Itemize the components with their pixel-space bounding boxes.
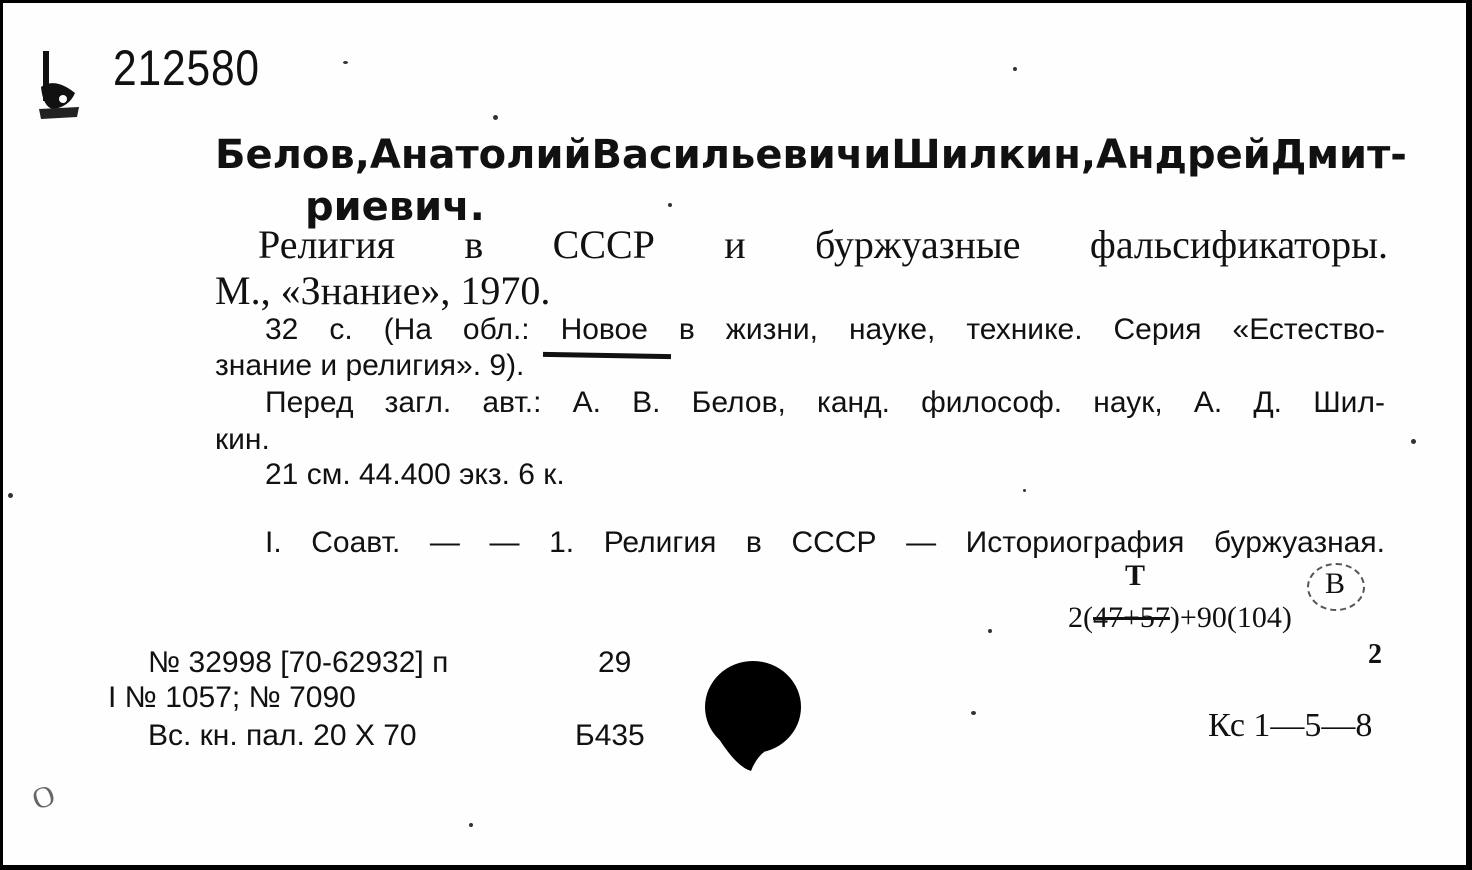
tracing-word: буржуазная. <box>1214 526 1385 559</box>
tracing-word: Историография <box>965 526 1185 559</box>
responsibility-word: наук, <box>1093 386 1163 419</box>
inventory-number: 212580 <box>113 40 260 96</box>
title-line1 <box>258 222 1388 267</box>
responsibility-word: В. <box>632 386 661 419</box>
pagination-word: в <box>678 313 695 346</box>
title-word: и <box>724 222 746 267</box>
class-circle-letter: В <box>1325 567 1346 600</box>
tracing-word: — <box>906 526 937 559</box>
responsibility-word: Перед <box>265 386 354 419</box>
tracing-word: Религия <box>603 526 717 559</box>
title-word: в <box>464 222 484 267</box>
speck-mark <box>1023 489 1026 492</box>
tracing-word: I. <box>265 526 282 559</box>
print-info-line: Вс. кн. пал. 20 Х 70 <box>148 719 417 752</box>
pagination-word: с. <box>329 313 353 346</box>
ink-blot-mark <box>701 655 805 773</box>
author-word: Анатолий <box>369 132 592 178</box>
responsibility-word: авт.: <box>482 386 542 419</box>
speck-mark <box>668 203 672 207</box>
pagination-word: Серия <box>1113 313 1202 346</box>
pen-underline-mark <box>543 352 671 359</box>
responsibility-word: загл. <box>384 386 452 419</box>
responsibility-word: А. <box>572 386 601 419</box>
responsibility-word: философ. <box>921 386 1063 419</box>
speck-mark <box>343 61 348 64</box>
classification-struck-part: 47+57 <box>1093 601 1170 634</box>
class-stamp-letter: Т <box>1125 559 1146 592</box>
speck-mark <box>8 493 13 498</box>
title-word: фальсификаторы. <box>1089 222 1388 267</box>
responsibility-word: Д. <box>1253 386 1283 419</box>
title-word: СССР <box>552 222 655 267</box>
order-count: 29 <box>598 646 632 679</box>
classification-suffix: )+90(104) <box>1169 601 1292 634</box>
pagination-word: технике. <box>966 313 1083 346</box>
physical-description: 21 см. 44.400 экз. 6 к. <box>265 458 565 491</box>
classification-subscript: 2 <box>1368 639 1382 670</box>
imprint-line: М., «Знание», 1970. <box>215 268 551 313</box>
pagination-word: жизни, <box>725 313 818 346</box>
library-stamp-mark <box>35 47 91 121</box>
pagination-series-line2: знание и религия». 9). <box>215 349 525 382</box>
pagination-word: «Естество- <box>1232 313 1385 346</box>
tracing-word: 1. <box>549 526 575 559</box>
speck-mark <box>1411 439 1416 444</box>
pagination-series-line1 <box>265 315 1385 345</box>
title-word: буржуазные <box>815 222 1021 267</box>
tracings-line <box>265 528 1385 558</box>
pagination-word: науке, <box>848 313 936 346</box>
speck-mark <box>971 711 976 715</box>
copy-number-line: I № 1057; № 7090 <box>108 681 356 714</box>
tracing-word: — <box>489 526 520 559</box>
responsibility-note-line1 <box>265 388 1385 418</box>
pagination-word: (На <box>383 313 432 346</box>
pagination-word: обл.: <box>462 313 530 346</box>
order-number-line: № 32998 [70-62932] п <box>148 646 449 679</box>
speck-mark <box>988 629 992 633</box>
responsibility-word: А. <box>1193 386 1223 419</box>
classification-prefix: 2( <box>1068 601 1093 634</box>
speck-mark <box>469 823 473 827</box>
author-word: Васильевич <box>591 132 864 178</box>
tracing-word: СССР <box>791 526 877 559</box>
pagination-word: 32 <box>265 313 299 346</box>
title-word: Религия <box>258 222 396 267</box>
responsibility-word: Шил- <box>1313 386 1385 419</box>
speck-mark <box>493 115 498 120</box>
tracing-word: — <box>429 526 460 559</box>
author-word: Шилкин, <box>891 132 1097 178</box>
author-word: и <box>863 132 892 178</box>
pagination-word: Новое <box>560 313 648 346</box>
tracing-word: в <box>745 526 762 559</box>
tracing-word: Соавт. <box>311 526 401 559</box>
author-word: Дмит- <box>1270 132 1407 178</box>
print-code: Б435 <box>575 719 645 752</box>
kc-code: Кс 1—5—8 <box>1208 707 1373 744</box>
responsibility-word: Белов, <box>691 386 786 419</box>
corner-handwritten-mark: О <box>27 778 60 817</box>
speck-mark <box>1013 67 1017 71</box>
classification-index <box>1068 603 1292 633</box>
author-heading-line1 <box>215 132 1407 178</box>
responsibility-note-line2: кин. <box>215 423 270 456</box>
catalog-card <box>3 3 1466 865</box>
author-heading-line2: риевич. <box>305 184 485 230</box>
author-word: Белов, <box>215 132 370 178</box>
responsibility-word: канд. <box>817 386 890 419</box>
author-word: Андрей <box>1096 132 1271 178</box>
